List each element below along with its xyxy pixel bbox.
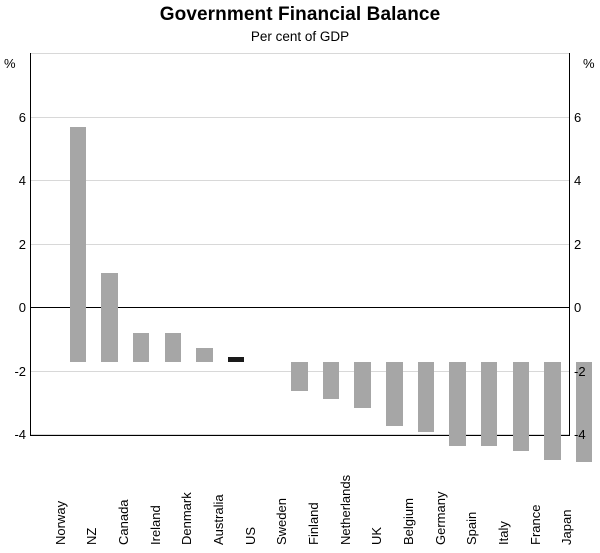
x-tick-label: Finland [306, 502, 321, 545]
bar [196, 348, 212, 362]
x-tick-label: Norway [52, 500, 68, 545]
y-tick-label-right: -2 [574, 363, 586, 379]
x-tick-label: France [527, 504, 543, 545]
chart-title: Government Financial Balance [159, 4, 441, 25]
bar [354, 362, 370, 408]
y-tick-label-left: 4 [18, 173, 26, 188]
x-tick-label: Spain [464, 511, 480, 545]
bar [449, 362, 465, 446]
bar [165, 333, 181, 362]
x-tick-label: Netherlands [337, 474, 353, 545]
chart-subtitle: Per cent of GDP [250, 29, 350, 44]
bar-series [62, 108, 600, 489]
x-tick-label: Sweden [274, 498, 290, 545]
bar [513, 362, 529, 451]
y-tick-label-left: 6 [18, 109, 26, 125]
bar [70, 127, 86, 362]
y-axis-unit-left: % [4, 56, 16, 71]
bar [133, 333, 149, 362]
y-tick-label-left: 2 [18, 236, 26, 252]
y-axis-unit-right: % [583, 56, 595, 71]
y-tick-label-right: 6 [574, 109, 582, 125]
x-tick-label: Italy [495, 521, 511, 545]
plot-area [30, 53, 570, 436]
bar [323, 362, 339, 399]
y-tick-label-right: 2 [574, 236, 582, 252]
bar [291, 362, 307, 391]
x-tick-label: Ireland [147, 505, 163, 545]
x-tick-label: Canada [116, 499, 132, 545]
y-tick-label-right: 0 [574, 300, 582, 315]
bar [228, 357, 244, 362]
bar [481, 362, 497, 446]
gridline [31, 53, 569, 54]
x-tick-label: Australia [211, 494, 227, 545]
x-axis-labels [31, 440, 575, 550]
y-tick-label-right: -4 [574, 427, 586, 442]
x-tick-label: NZ [84, 527, 100, 545]
y-tick-label-left: 0 [18, 300, 26, 315]
bar [418, 362, 434, 432]
y-tick-label-right: 4 [574, 173, 582, 188]
bar [101, 273, 117, 362]
y-tick-label-left: -2 [14, 363, 26, 379]
x-tick-label: Germany [432, 491, 448, 545]
bar [386, 362, 402, 426]
y-tick-label-left: -4 [14, 427, 26, 442]
x-tick-label: US [242, 526, 258, 545]
x-tick-label: UK [369, 526, 385, 545]
x-tick-label: Belgium [400, 498, 416, 545]
x-tick-label: Denmark [179, 492, 195, 545]
x-tick-label: Japan [559, 509, 575, 545]
